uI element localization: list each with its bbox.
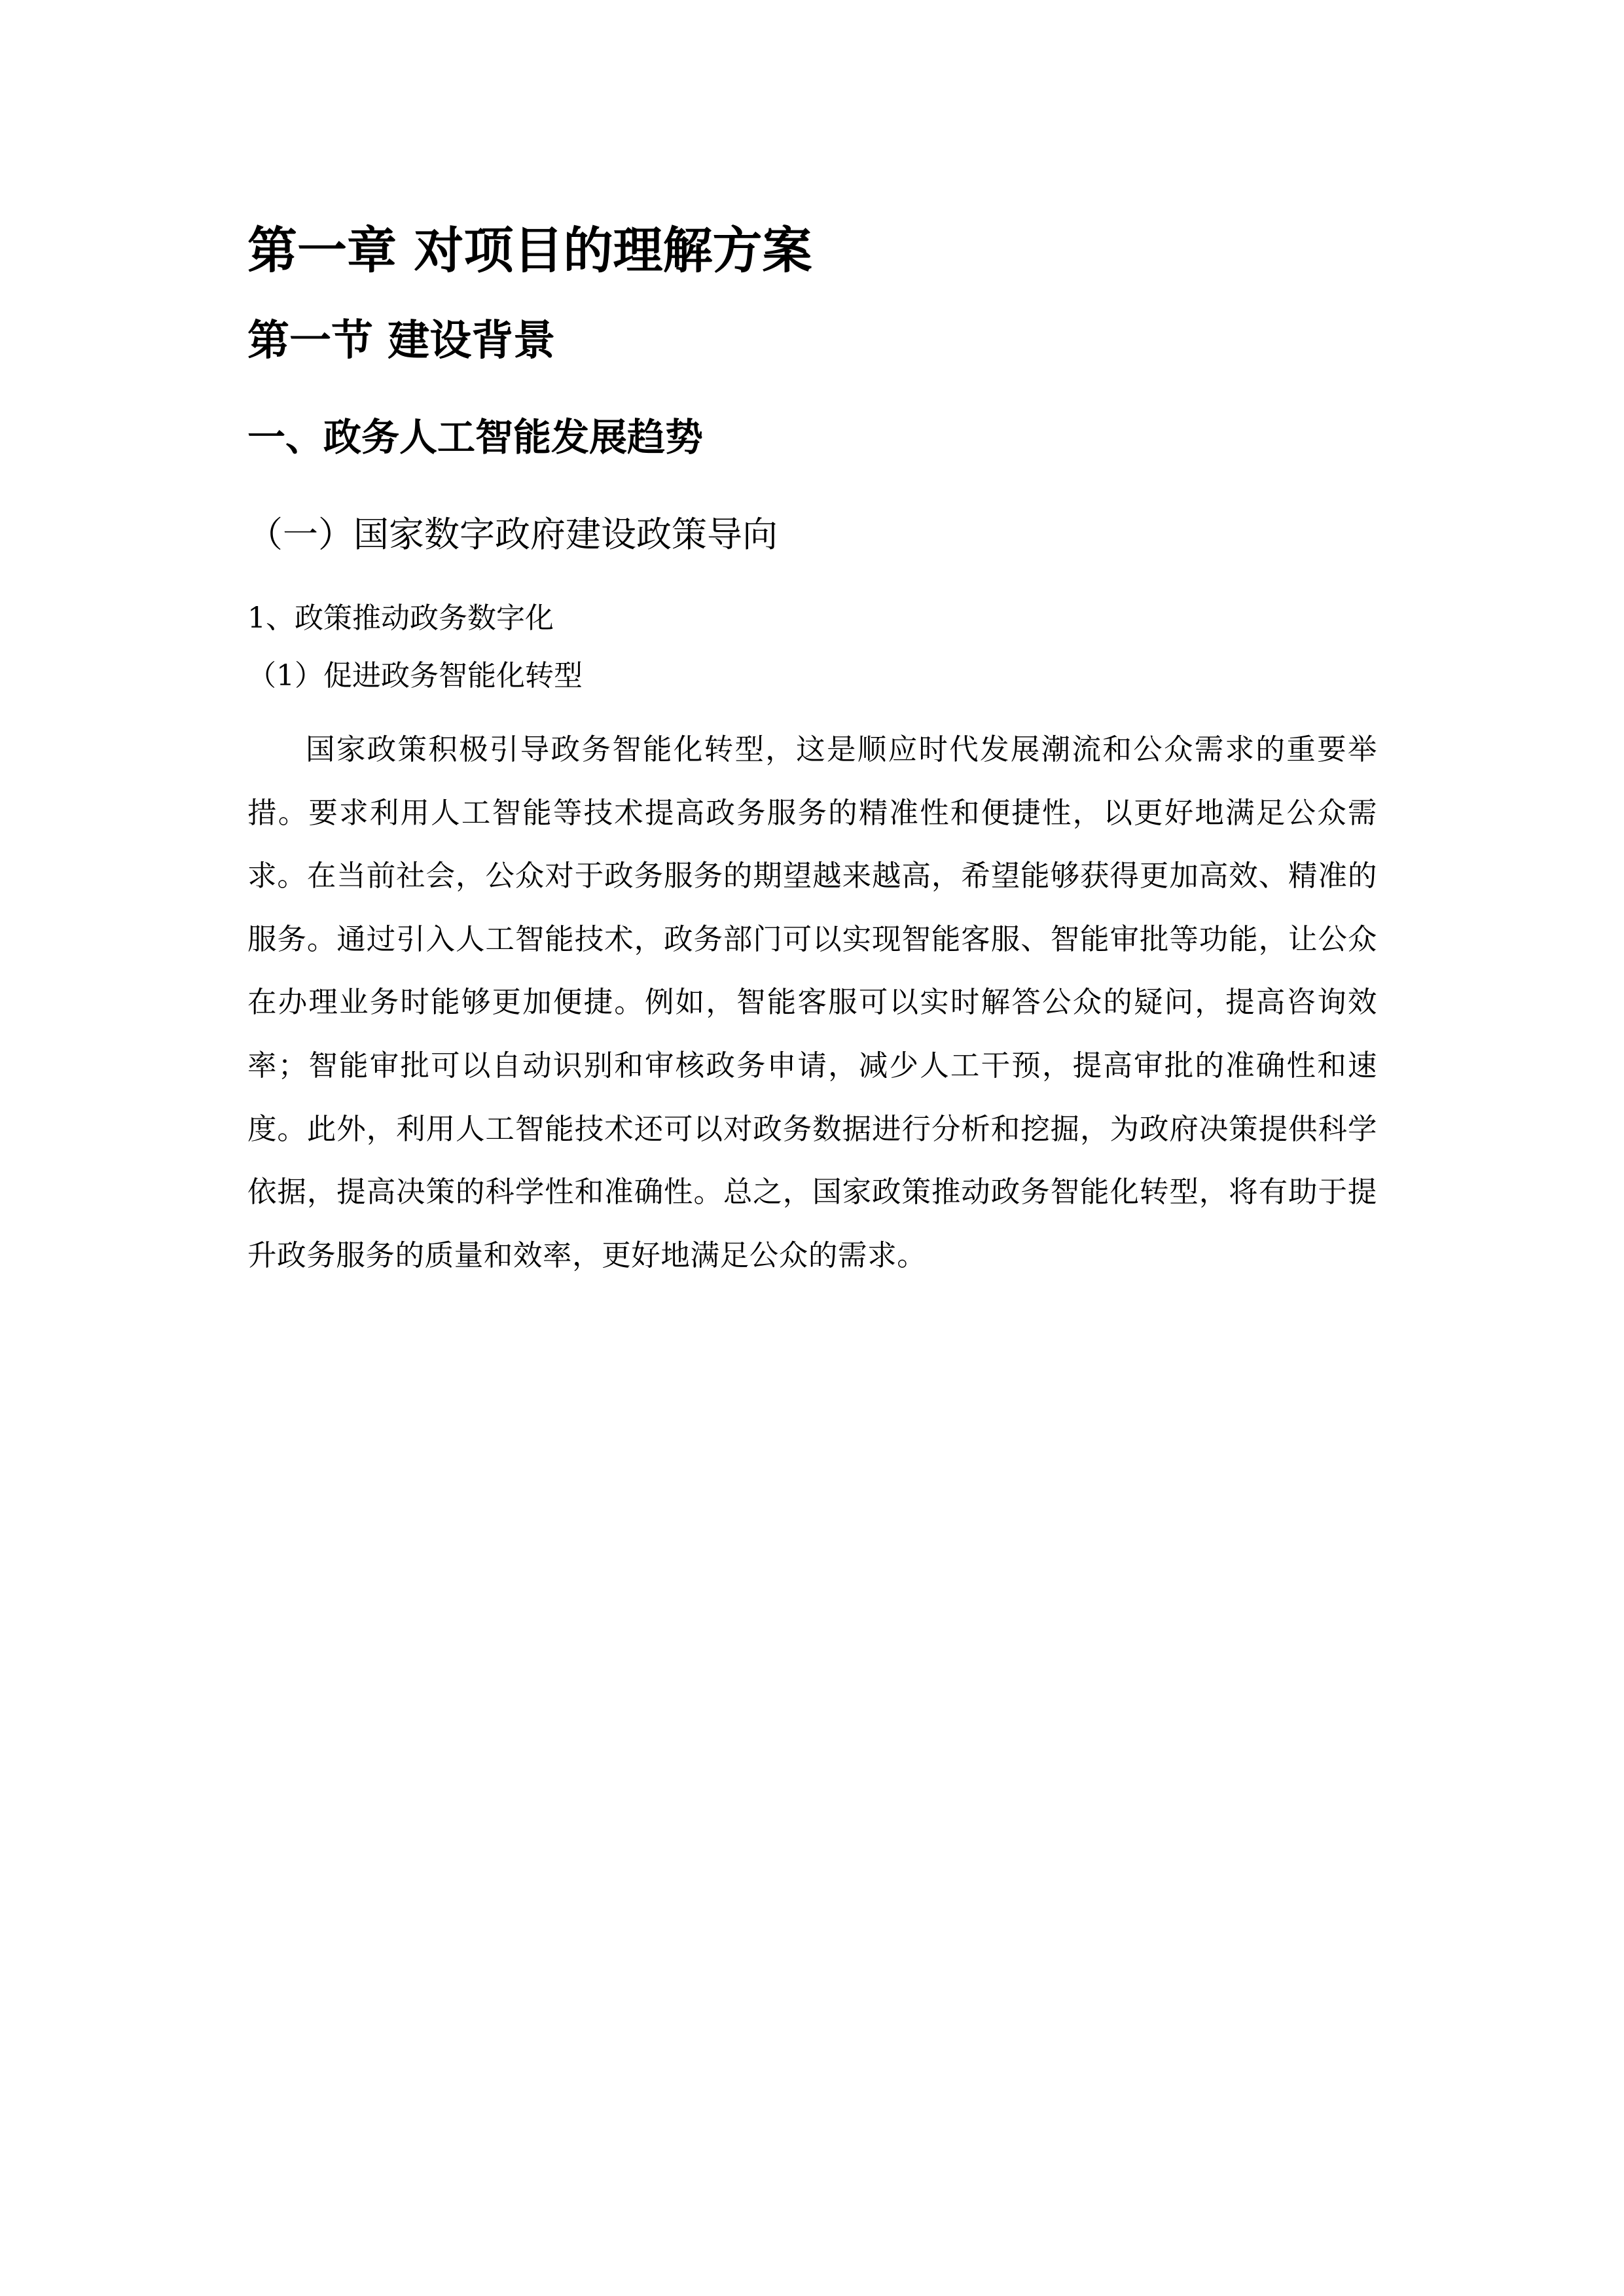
subitem-title: （1）促进政务智能化转型 [247, 659, 583, 692]
item-title: 1、政策推动政务数字化 [247, 601, 554, 635]
section-title: 第一节 建设背景 [247, 317, 556, 365]
chapter-title: 第一章 对项目的理解方案 [247, 221, 812, 279]
subsection-title: 一、政务人工智能发展趋势 [247, 415, 704, 459]
minor-title: （一）国家数字政府建设政策导向 [247, 514, 778, 555]
body-paragraph: 国家政策积极引导政务智能化转型，这是顺应时代发展潮流和公众需求的重要举措。要求利用人工智能等技术提高政务服务的精准性和便捷性，以更好地满足公众需求。在当前社会，公众对于政务服务的期望越来越高，希望能够获得更加高效、精准的服务。通过引入人工智能技术，政务部门可以实现智能客服、智能审批等功能，让公众在办理业务时能够更加便捷。例如，智能客服可以实时解答公众的疑问，提高咨询效率；智能审批可以自动识别和审核政务申请，减少人工干预，提高审批的准确性和速度。此外，利用人工智能技术还可以对政务数据进行分析和挖掘，为政府决策提供科学依据，提高决策的科学性和准确性。总之，国家政策推动政务智能化转型，将有助于提升政务服务的质量和效率，更好地满足公众的需求。 [247, 733, 1377, 1272]
